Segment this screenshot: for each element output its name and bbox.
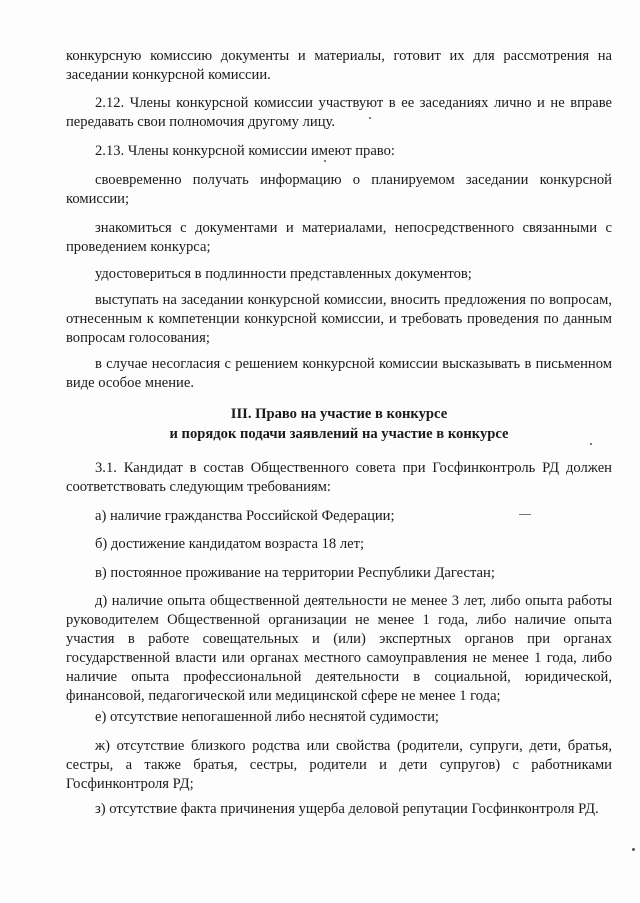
section-heading-line-1: III. Право на участие в конкурсе [230, 406, 448, 422]
paragraph-3-1: 3.1. Кандидат в состав Общественного совета при Госфинконтроль РД должен соответствовать следующим требованиям: [66, 460, 612, 495]
right-item-information: своевременно получать информацию о планируемом заседании конкурсной комиссии; [66, 172, 612, 207]
section-heading-line-2: и порядок подачи заявлений на участие в конкурсе [169, 426, 509, 442]
requirement-item-zh: ж) отсутствие близкого родства или свойства (родители, супруги, дети, братья, сестры, а также братья, сестры, родители и дети супругов) с работниками Госфинконтроля РД; [66, 738, 612, 792]
scan-speck [324, 160, 326, 162]
requirement-item-v: в) постоянное проживание на территории Республики Дагестан; [95, 565, 495, 581]
paragraph-2-12: 2.12. Члены конкурсной комиссии участвуют в ее заседаниях лично и не вправе передавать свои полномочия другому лицу. [66, 95, 612, 130]
scan-speck [632, 848, 635, 851]
requirement-item-z: з) отсутствие факта причинения ущерба деловой репутации Госфинконтроля РД. [95, 801, 599, 817]
paragraph-2-13: 2.13. Члены конкурсной комиссии имеют право: [95, 143, 395, 159]
scan-dash [519, 514, 531, 515]
paragraph-continuation: конкурсную комиссию документы и материалы, готовит их для рассмотрения на заседании конкурсной комиссии. [66, 48, 612, 83]
requirement-item-d: д) наличие опыта общественной деятельности не менее 3 лет, либо опыта работы руководителем Общественной организации не менее 1 года, либо наличие опыта участия в работе совещательных и (или) экспертных органов при органах государственной власти или органах местного самоуправления не менее 1 года, либо наличие опыта профессиональной деятельности в социальной, юридической, финансовой, педагогической или медицинской сфере не менее 1 года; [66, 593, 612, 704]
right-item-dissent: в случае несогласия с решением конкурсной комиссии высказывать в письменном виде особое мнение. [66, 356, 612, 391]
requirement-item-b: б) достижение кандидатом возраста 18 лет; [95, 536, 365, 552]
scan-speck [369, 117, 371, 119]
scan-speck [590, 443, 592, 445]
right-item-speak: выступать на заседании конкурсной комиссии, вносить предложения по вопросам, отнесенным к компетенции конкурсной комиссии, и требовать проведения по данным вопросам голосования; [66, 292, 612, 346]
requirement-item-e: е) отсутствие непогашенной либо неснятой судимости; [95, 709, 439, 725]
right-item-verify: удостовериться в подлинности представленных документов; [95, 266, 472, 282]
requirement-item-a: а) наличие гражданства Российской Федерации; [95, 508, 395, 524]
right-item-documents: знакомиться с документами и материалами, непосредственного связанными с проведением конкурса; [66, 220, 612, 255]
